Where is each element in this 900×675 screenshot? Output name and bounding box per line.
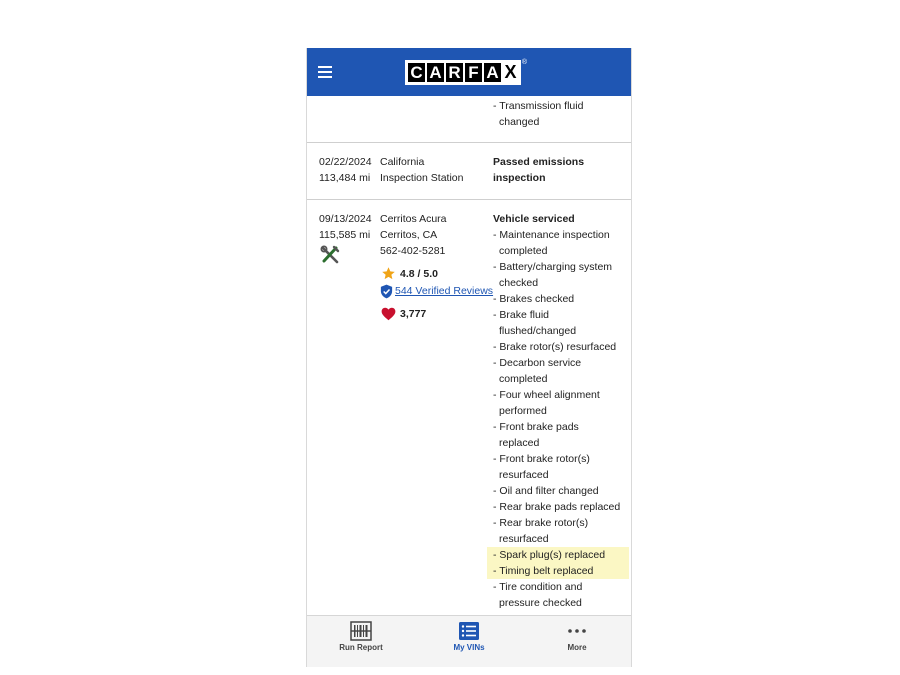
barcode-icon: [350, 621, 372, 641]
record-headline: Vehicle serviced: [493, 213, 575, 225]
logo-letter: X: [504, 62, 517, 82]
verified-shield-icon: [380, 284, 393, 299]
bottom-tab-bar: [307, 615, 631, 667]
tab-label: My VINs: [453, 643, 485, 652]
record-detail: - Front brake rotor(s): [493, 453, 590, 465]
history-record: [307, 143, 631, 200]
phone-screen: [306, 48, 632, 667]
tab-label: More: [567, 643, 587, 652]
record-mileage: 115,585 mi: [319, 229, 371, 241]
record-detail: checked: [499, 277, 539, 289]
logo-letter: F: [465, 63, 482, 82]
verified-reviews-link[interactable]: 544 Verified Reviews: [395, 285, 494, 297]
record-source: Inspection Station: [380, 172, 464, 184]
service-tools-icon: [320, 245, 340, 265]
app-header: [307, 48, 631, 96]
record-detail: flushed/changed: [499, 325, 577, 337]
record-detail: - Tire condition and: [493, 581, 583, 593]
history-list[interactable]: [307, 96, 631, 615]
menu-icon[interactable]: [318, 66, 332, 78]
trademark-mark: ®: [521, 59, 527, 66]
record-detail: - Transmission fluid: [493, 100, 584, 112]
record-detail: completed: [499, 245, 548, 257]
record-date: 09/13/2024: [319, 213, 372, 225]
record-detail: - Four wheel alignment: [493, 389, 600, 401]
record-detail: resurfaced: [499, 469, 549, 481]
record-detail: replaced: [499, 437, 540, 449]
record-detail: completed: [499, 373, 548, 385]
record-source: California: [380, 156, 425, 168]
carfax-logo[interactable]: [405, 59, 527, 85]
record-detail: - Oil and filter changed: [493, 485, 599, 497]
record-detail: - Brake fluid: [493, 309, 550, 321]
tab-run-report[interactable]: [307, 616, 415, 667]
star-icon: [381, 266, 396, 281]
logo-letter: A: [484, 63, 501, 82]
favorites-count: 3,777: [400, 308, 427, 320]
record-headline: inspection: [493, 172, 546, 184]
record-detail: pressure checked: [499, 597, 582, 609]
record-detail: - Brake rotor(s) resurfaced: [493, 341, 617, 353]
dealer-phone[interactable]: 562-402-5281: [380, 245, 446, 257]
tab-my-vins[interactable]: [415, 616, 523, 667]
record-detail: - Rear brake pads replaced: [493, 501, 621, 513]
logo-letter: A: [427, 63, 444, 82]
record-detail: - Front brake pads: [493, 421, 579, 433]
record-detail: - Maintenance inspection: [493, 229, 610, 241]
history-record: [307, 96, 631, 143]
history-record: [307, 200, 631, 615]
logo-letter: C: [408, 63, 425, 82]
record-detail-highlighted: - Spark plug(s) replaced: [487, 547, 629, 563]
record-headline: Passed emissions: [493, 156, 585, 168]
heart-icon: [381, 307, 396, 321]
record-detail: - Rear brake rotor(s): [493, 517, 589, 529]
record-detail: - Brakes checked: [493, 293, 575, 305]
record-mileage: 113,484 mi: [319, 172, 371, 184]
record-detail: - Decarbon service: [493, 357, 582, 369]
record-source: Cerritos, CA: [380, 229, 438, 241]
tab-more[interactable]: [523, 616, 631, 667]
record-detail: resurfaced: [499, 533, 549, 545]
record-date: 02/22/2024: [319, 156, 372, 168]
record-detail: - Battery/charging system: [493, 261, 613, 273]
record-source: Cerritos Acura: [380, 213, 447, 225]
dealer-rating: 4.8 / 5.0: [400, 268, 438, 280]
tab-label: Run Report: [339, 643, 383, 652]
logo-letter: R: [446, 63, 463, 82]
more-dots-icon: [566, 621, 588, 641]
record-detail-highlighted: - Timing belt replaced: [487, 563, 629, 579]
record-detail: performed: [499, 405, 547, 417]
record-detail: changed: [499, 116, 540, 128]
list-icon: [458, 621, 480, 641]
